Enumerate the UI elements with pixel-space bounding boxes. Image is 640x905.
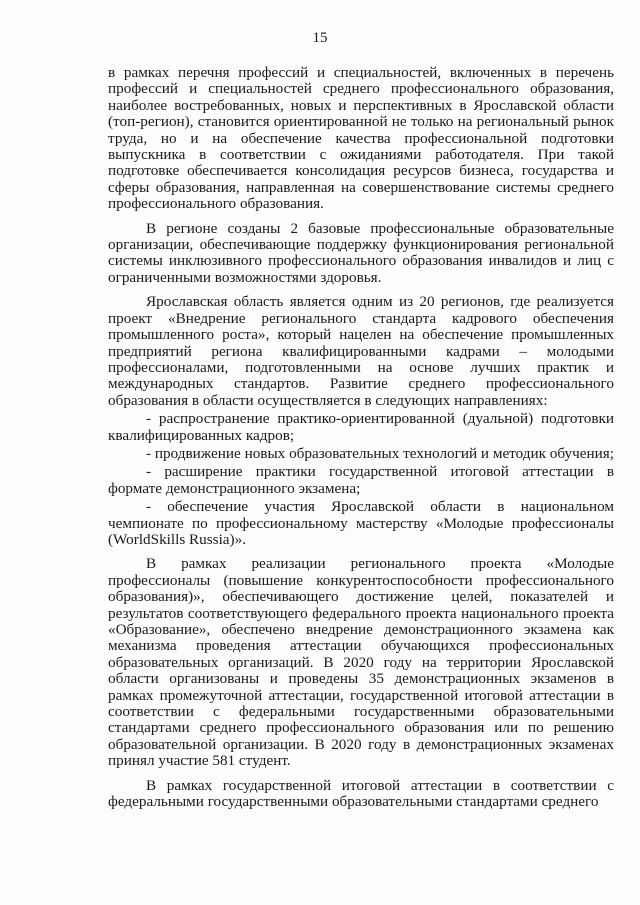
paragraph-final-attestation: В рамках государственной итоговой аттестации в соответствии с федеральными государственными образовательными стандартами среднего [108, 776, 614, 811]
list-item-new-technologies: - продвижение новых образовательных технологий и методик обучения; [146, 444, 614, 462]
list-item-worldskills: - обеспечение участия Ярославской области в национальном чемпионате по профессиональному мастерству «Молодые профессионалы (WorldSkills Russia)». [108, 498, 614, 548]
list-item-dual-training: - распространение практико-ориентированной (дуальной) подготовки квалифицированных кадров; [108, 410, 614, 444]
paragraph-continuation: в рамках перечня профессий и специальностей, включенных в перечень профессий и специальностей среднего профессионального образования, наиболее востребованных, новых и перспективных в Ярославской области (топ-регион), становится ориентированной не только на региональный рынок труда, но и на обеспечение качества профессиональной подготовки выпускника в соответствии с ожиданиями работодателя. При такой подготовке обеспечивается консолидация ресурсов бизнеса, государства и сферы образования, направленная на совершенствование системы среднего профессионального образования. [108, 64, 614, 213]
document-body [108, 65, 614, 818]
paragraph-young-professionals: В рамках реализации регионального проекта «Молодые профессионалы (повышение конкурентоспособности профессионального образования)», обеспечивающего достижение целей, показателей и результатов соответствующего федерального проекта национального проекта «Образование», обеспечено внедрение демонстрационного экзамена как механизма проведения аттестации обучающихся профессиональных образовательных организаций. В 2020 году на территории Ярославской области организованы и проведены 35 демонстрационных экзаменов в рамках промежуточной аттестации, государственной итоговой аттестации в соответствии с федеральными государственными образовательными стандартами среднего профессионального образования или по решению образовательной организации. В 2020 году в демонстрационных экзаменах принял участие 581 студент. [108, 555, 614, 770]
list-item-demo-exam: - расширение практики государственной итоговой аттестации в формате демонстрационного экзамена; [108, 463, 614, 497]
paragraph-regional-standard: Ярославская область является одним из 20 регионов, где реализуется проект «Внедрение регионального стандарта кадрового обеспечения промышленного роста», который нацелен на обеспечение промышленных предприятий региона квалифицированными кадрами – молодыми профессионалами, подготовленными на основе лучших практик и международных стандартов. Развитие среднего профессионального образования в области осуществляется в следующих направлениях: [108, 293, 614, 409]
paragraph-inclusive-education: В регионе созданы 2 базовые профессиональные образовательные организации, обеспечивающие поддержку функционирования региональной системы инклюзивного профессионального образования инвалидов и лиц с ограниченными возможностями здоровья. [108, 219, 614, 286]
page-number: 15 [312, 30, 328, 46]
